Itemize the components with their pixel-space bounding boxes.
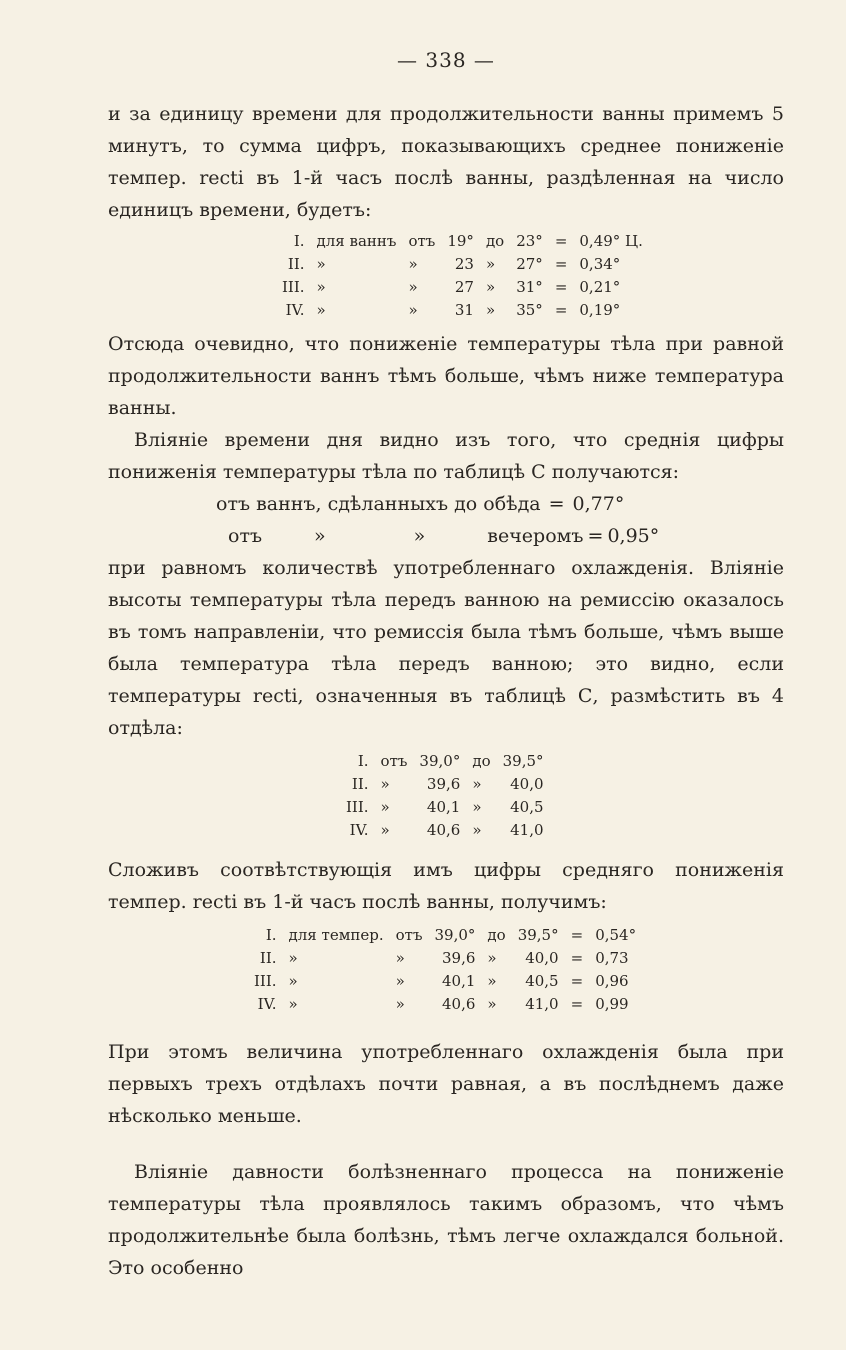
table-cell: » [408,301,418,319]
table-cell: » [487,949,497,967]
bath-row-evening [108,520,784,552]
bath-value: 0,77° [572,493,625,515]
table-cell: отъ [380,752,408,770]
table-row [248,947,642,970]
table-cell: 40,6 [426,821,461,839]
table-cell: = [554,278,568,296]
table-cell: » [408,278,418,296]
table-cell: » [487,972,497,990]
table-cell: I. [357,752,369,770]
table-cell: = [570,995,584,1013]
table-cell: IV. [349,821,369,839]
table-cell: 39,5° [517,926,559,944]
table-cell: 23° [516,232,543,250]
table-cell: » [408,255,418,273]
table-cell: III. [346,798,369,816]
table-cell: 0,34° [579,255,621,273]
page [108,48,784,1284]
table-cell: III. [282,278,305,296]
table-cell: отъ [395,926,423,944]
table-cell: » [288,972,298,990]
table-row [248,970,642,993]
table-cell: 0,21° [579,278,621,296]
bath-row-before-dinner [108,488,784,520]
paragraph-5: Сложивъ соотвѣтствующія имъ цифры средняго пониженія темпер. recti въ 1-й часъ послѣ ванны, получимъ: [108,859,784,913]
paragraph-4: при равномъ количествѣ употребленнаго охлажденія. Вліяніе высоты температуры тѣла передъ ванною на ремиссію оказалось въ томъ направленіи, что ремиссія была тѣмъ больше, чѣмъ выше была температура тѣла передъ ванною; это видно, если температуры recti, означенныя въ таблицѣ С, размѣстить въ 4 отдѣла: [108,557,784,739]
table-cell: 31° [516,278,543,296]
paragraph-1: и за единицу времени для продолжительности ванны примемъ 5 минутъ, то сумма цифръ, показывающихъ среднее пониженіе темпер. recti въ 1-й часъ послѣ ванны, раздѣленная на число единицъ времени, будетъ: [108,103,784,221]
table-temperature-groups [340,750,550,842]
table-cell: 0,19° [579,301,621,319]
table-cell: » [288,949,298,967]
table-cell: 39,5° [502,752,544,770]
paragraph-3: Вліяніе времени дня видно изъ того, что среднія цифры пониженія температуры тѣла по таблицѣ С получаются: [108,429,784,483]
table-cell: IV. [285,301,305,319]
bath-label: отъ ваннъ, сдѣланныхъ до обѣда [216,493,541,515]
page-number: — 338 — [397,48,495,72]
table-cell: для ваннъ [316,232,397,250]
table-row [276,253,649,276]
table-cell: » [380,798,390,816]
table-cell: 27° [516,255,543,273]
bath-value: 0,95° [607,525,660,547]
table-row [340,773,550,796]
table-recti-reduction [248,924,642,1016]
table-cell: » [380,775,390,793]
table-row [276,230,649,253]
table-cell: 27 [454,278,474,296]
table-cell: » [472,775,482,793]
table-cell: » [472,821,482,839]
paragraph-2: Отсюда очевидно, что пониженіе температуры тѣла при равной продолжительности ваннъ тѣмъ больше, чѣмъ ниже температура ванны. [108,333,784,419]
bath-ditto: » [413,525,426,547]
table-cell: » [487,995,497,1013]
table-cell: до [487,926,506,944]
table-cell: 31 [454,301,474,319]
table-cell: » [485,255,496,273]
table-cell: = [554,255,568,273]
table-row [276,276,649,299]
table-cell: » [288,995,298,1013]
table-cell: 39,6 [426,775,461,793]
table-cell: = [570,926,584,944]
table-cell: отъ [408,232,436,250]
table-cell: 39,6 [442,949,476,967]
table-cell: = [554,232,568,250]
table-row [248,924,642,947]
table-cell: 40,6 [442,995,476,1013]
table-cell: = [554,301,568,319]
table-cell: II. [259,949,277,967]
table-cell: I. [265,926,277,944]
table-cell: » [316,255,326,273]
table-cell: » [395,949,405,967]
table-cell: » [316,301,326,319]
table-cell: 40,5 [525,972,559,990]
table-row [340,750,550,773]
table-cell: » [472,798,482,816]
bath-equals: = [587,525,604,547]
table-cell: II. [287,255,305,273]
table-row [276,299,649,322]
table-cell: III. [254,972,277,990]
table-cell: » [380,821,390,839]
table-cell: 39,0° [419,752,461,770]
table-cell: 0,49° Ц. [579,232,643,250]
table-bath-temperature [276,230,649,322]
table-cell: I. [293,232,305,250]
table-cell: 40,0 [525,949,559,967]
table-cell: 39,0° [434,926,476,944]
table-cell: 40,0 [510,775,544,793]
table-cell: 35° [516,301,543,319]
bath-equals: = [548,493,565,515]
table-cell: II. [351,775,369,793]
table-cell: IV. [257,995,277,1013]
paragraph-7: Вліяніе давности болѣзненнаго процесса на пониженіе температуры тѣла проявлялось такимъ образомъ, что чѣмъ продолжительнѣе была болѣзнь, тѣмъ легче охлаждался больной. Это особенно [108,1161,784,1279]
table-row [340,796,550,819]
table-cell: 40,1 [426,798,461,816]
bath-time-results [108,488,784,552]
table-cell: до [485,232,505,250]
bath-label: вечеромъ [487,525,584,547]
table-cell: 0,54° [595,926,637,944]
table-cell: 19° [447,232,474,250]
table-cell: 40,1 [442,972,476,990]
table-cell: 41,0 [525,995,559,1013]
table-cell: » [395,995,405,1013]
table-cell: 0,73 [595,949,629,967]
table-cell: 0,96 [595,972,629,990]
paragraph-6: При этомъ величина употребленнаго охлажденія была при первыхъ трехъ отдѣлахъ почти равная, а въ послѣднемъ даже нѣсколько меньше. [108,1041,784,1127]
table-cell: » [485,278,496,296]
table-cell: » [316,278,326,296]
table-cell: 40,5 [510,798,544,816]
table-cell: 0,99 [595,995,629,1013]
table-cell: для темпер. [288,926,384,944]
table-cell: » [485,301,496,319]
table-row [340,819,550,842]
table-cell: 23 [454,255,474,273]
table-cell: до [472,752,491,770]
table-cell: » [395,972,405,990]
table-row [248,993,642,1016]
bath-ditto: » [314,525,326,547]
bath-label: отъ [228,525,263,547]
table-cell: 41,0 [510,821,544,839]
table-cell: = [570,972,584,990]
table-cell: = [570,949,584,967]
